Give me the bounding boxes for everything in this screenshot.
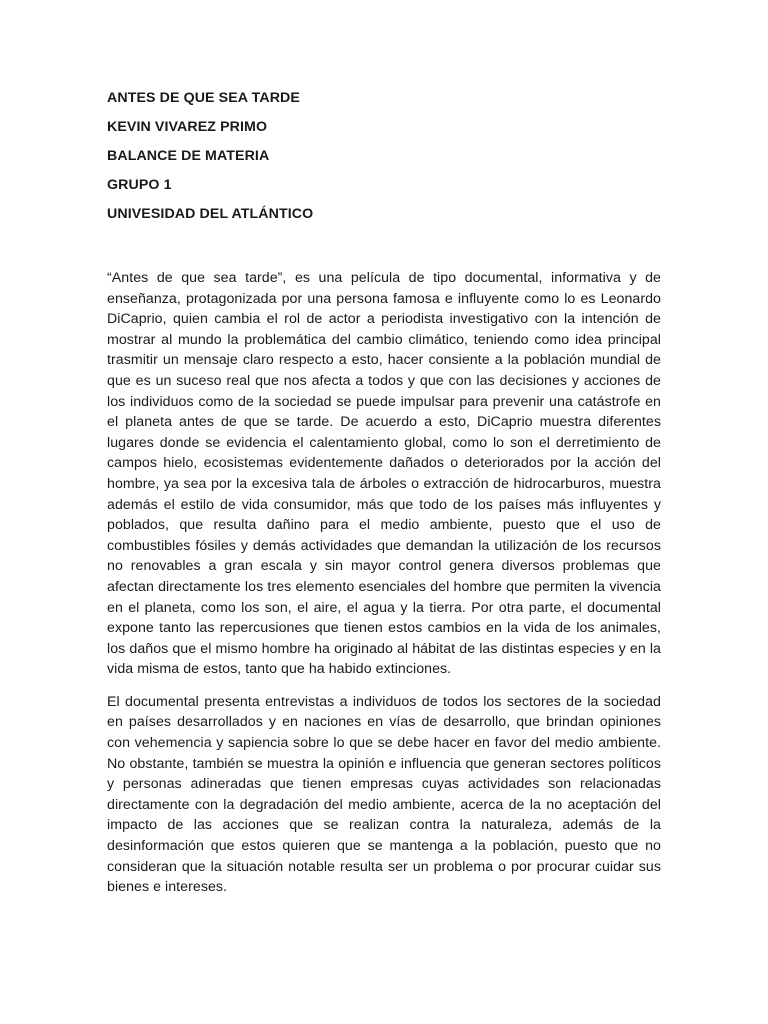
institution-name: UNIVESIDAD DEL ATLÁNTICO [107,206,314,222]
document-page [107,90,661,910]
document-title: ANTES DE QUE SEA TARDE [107,90,300,106]
body-paragraph-1: “Antes de que sea tarde”, es una película de tipo documental, informativa y de enseñanza, protagonizada por una persona famosa e influyente como lo es Leonardo DiCaprio, quien cambia el rol de actor a periodista investigativo con la intención de mostrar al mundo la problemática del cambio climático, teniendo como idea principal trasmitir un mensaje claro respecto a esto, hacer consiente a la población mundial de que es un suceso real que nos afecta a todos y que con las decisiones y acciones de los individuos como de la sociedad se puede impulsar para prevenir una catástrofe en el planeta antes de que se tarde. De acuerdo a esto, DiCaprio muestra diferentes lugares donde se evidencia el calentamiento global, como lo son el derretimiento de campos hielo, ecosistemas evidentemente dañados o deteriorados por la acción del hombre, ya sea por la excesiva tala de árboles o extracción de hidrocarburos, muestra además el estilo de vida consumidor, más que todo de los países más influyentes y poblados, que resulta dañino para el medio ambiente, puesto que el uso de combustibles fósiles y demás actividades que demandan la utilización de los recursos no renovables a gran escala y sin mayor control genera diversos problemas que afectan directamente los tres elemento esenciales del hombre que permiten la vivencia en el planeta, como los son, el aire, el agua y la tierra. Por otra parte, el documental expone tanto las repercusiones que tienen estos cambios en la vida de los animales, los daños que el mismo hombre ha originado al hábitat de las distintas especies y en la vida misma de estos, tanto que ha habido extinciones. [107,270,661,678]
course-name: BALANCE DE MATERIA [107,148,270,164]
document-header [107,90,661,223]
document-body [107,268,661,898]
group-name: GRUPO 1 [107,177,172,193]
author-name: KEVIN VIVAREZ PRIMO [107,119,268,135]
header-spacer [107,235,661,268]
body-paragraph-2: El documental presenta entrevistas a individuos de todos los sectores de la sociedad en países desarrollados y en naciones en vías de desarrollo, que brindan opiniones con vehemencia y sapiencia sobre lo que se debe hacer en favor del medio ambiente. No obstante, también se muestra la opinión e influencia que generan sectores políticos y personas adineradas que tienen empresas cuyas actividades son relacionadas directamente con la degradación del medio ambiente, acerca de la no aceptación del impacto de las acciones que se realizan contra la naturaleza, además de la desinformación que estos quieren que se mantenga a la población, puesto que no consideran que la situación notable resulta ser un problema o por procurar cuidar sus bienes e intereses. [107,693,661,896]
